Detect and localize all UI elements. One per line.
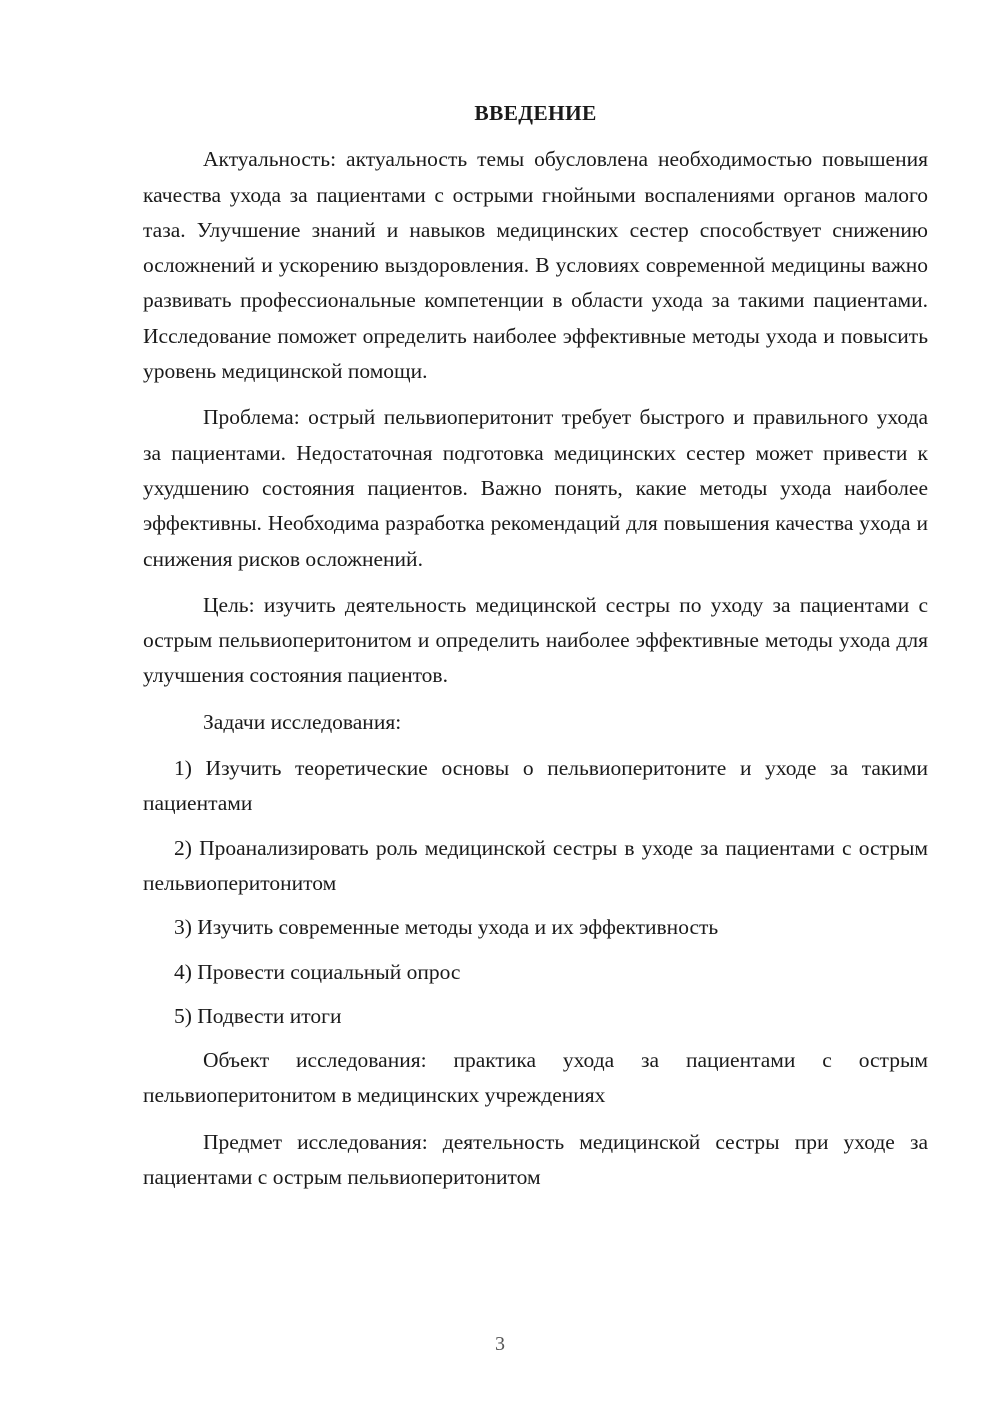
task-item-4: 4) Провести социальный опрос xyxy=(174,959,461,984)
goal-paragraph: Цель: изучить деятельность медицинской сестры по уходу за пациентами с острым пельвиоперитонитом и определить наиболее эффективные методы ухода для улучшения состояния пациентов. xyxy=(143,592,928,688)
problem-paragraph: Проблема: острый пельвиоперитонит требует быстрого и правильного ухода за пациентами. Недостаточная подготовка медицинских сестер может привести к ухудшению состояния пациентов. Важно понять, какие методы ухода наиболее эффективны. Необходима разработка рекомендаций для повышения качества ухода и снижения рисков осложнений. xyxy=(143,405,928,571)
tasks-list xyxy=(143,751,928,1034)
task-item-5: 5) Подвести итоги xyxy=(174,1003,342,1028)
task-item-3: 3) Изучить современные методы ухода и их эффективность xyxy=(174,915,719,940)
task-item-2: 2) Проанализировать роль медицинской сестры в уходе за пациентами с острым пельвиоперитонитом xyxy=(143,835,928,895)
tasks-heading: Задачи исследования: xyxy=(203,709,402,734)
object-paragraph: Объект исследования: практика ухода за пациентами с острым пельвиоперитонитом в медицинских учреждениях xyxy=(143,1048,928,1108)
document-page xyxy=(143,96,928,1206)
task-item-1: 1) Изучить теоретические основы о пельвиоперитоните и уходе за такими пациентами xyxy=(143,756,928,816)
page-number: 3 xyxy=(495,1333,505,1355)
relevance-paragraph: Актуальность: актуальность темы обусловлена необходимостью повышения качества ухода за пациентами с острыми гнойными воспалениями органов малого таза. Улучшение знаний и навыков медицинских сестер способствует снижению осложнений и ускорению выздоровления. В условиях современной медицины важно развивать профессиональные компетенции в области ухода за такими пациентами. Исследование поможет определить наиболее эффективные методы ухода и повысить уровень медицинской помощи. xyxy=(143,147,928,384)
subject-paragraph: Предмет исследования: деятельность медицинской сестры при уходе за пациентами с острым пельвиоперитонитом xyxy=(143,1129,928,1190)
page-title: ВВЕДЕНИЕ xyxy=(474,101,597,125)
